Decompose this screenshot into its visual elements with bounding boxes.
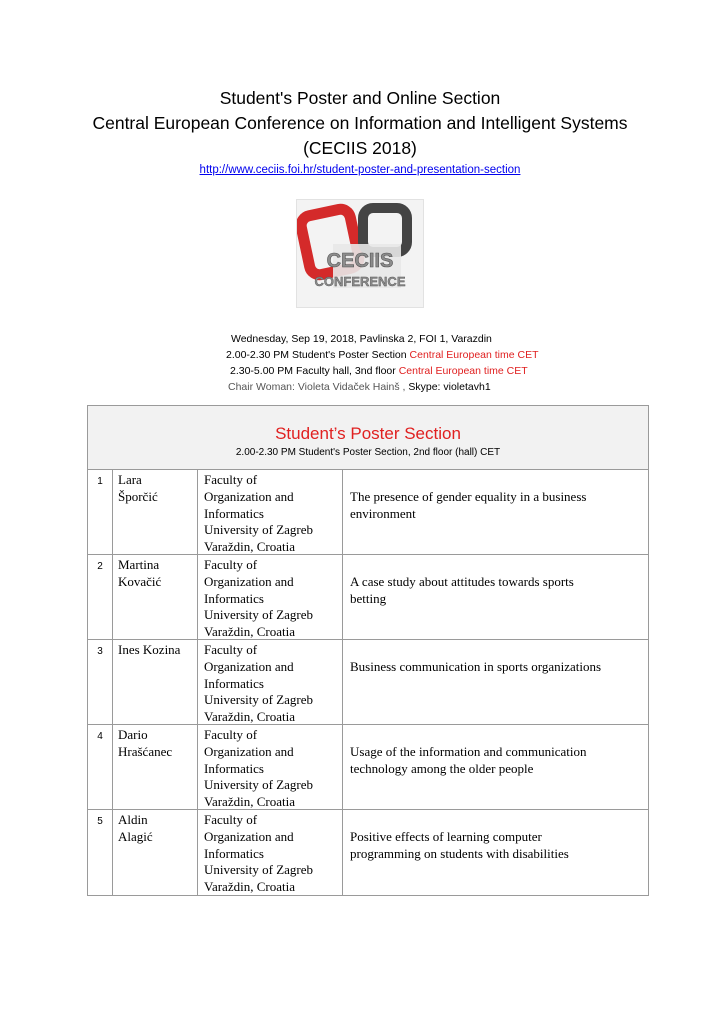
skype-contact: Skype: violetavh1 xyxy=(408,381,491,393)
slot-2-timezone: Central European time CET xyxy=(398,365,528,377)
author-name: Lara Šporčić xyxy=(114,470,198,554)
date-line: Wednesday, Sep 19, 2018, Pavlinska 2, FOI 1, Varazdin xyxy=(231,333,492,345)
title-line-2: Central European Conference on Information and Intelligent Systems xyxy=(92,113,628,133)
poster-title: A case study about attitudes towards sports betting xyxy=(350,574,574,606)
author-institution: Faculty of Organization and Informatics University of Zagreb Varaždin, Croatia xyxy=(199,640,343,724)
table-row xyxy=(88,810,648,895)
author-name: Martina Kovačić xyxy=(114,555,198,639)
section-url-link[interactable]: http://www.ceciis.foi.hr/student-poster-and-presentation-section xyxy=(199,164,521,176)
table-row xyxy=(88,555,648,640)
author-institution: Faculty of Organization and Informatics University of Zagreb Varaždin, Croatia xyxy=(199,470,343,554)
author-name: Dario Hrašćanec xyxy=(114,725,198,809)
entry-number: 1 xyxy=(88,470,113,554)
entry-number: 5 xyxy=(88,810,113,895)
entry-number: 4 xyxy=(88,725,113,809)
slot-1-timezone: Central European time CET xyxy=(409,349,539,361)
section-subtitle: 2.00-2.30 PM Student's Poster Section, 2nd floor (hall) CET xyxy=(235,447,501,458)
table-row xyxy=(88,470,648,555)
slot-2-label: 2.30-5.00 PM Faculty hall, 3nd floor xyxy=(230,365,396,377)
document-header xyxy=(0,86,720,178)
poster-title: The presence of gender equality in a business environment xyxy=(350,489,587,521)
author-institution: Faculty of Organization and Informatics University of Zagreb Varaždin, Croatia xyxy=(199,555,343,639)
poster-section-table xyxy=(87,405,649,896)
title-line-3: (CECIIS 2018) xyxy=(303,138,417,158)
ceciis-logo xyxy=(296,199,424,308)
section-header xyxy=(88,406,648,470)
author-institution: Faculty of Organization and Informatics University of Zagreb Varaždin, Croatia xyxy=(199,725,343,809)
ceciis-logo-graphic xyxy=(297,200,423,307)
entry-number: 2 xyxy=(88,555,113,639)
chair-name: Chair Woman: Violeta Vidaček Hainš , xyxy=(228,381,406,393)
title-line-1: Student's Poster and Online Section xyxy=(219,88,501,108)
logo-word-conference: CONFERENCE xyxy=(314,274,406,289)
author-institution: Faculty of Organization and Informatics University of Zagreb Varaždin, Croatia xyxy=(199,810,343,895)
poster-title: Positive effects of learning computer programming on students with disabilities xyxy=(350,829,569,861)
slot-1 xyxy=(226,347,539,363)
entry-number: 3 xyxy=(88,640,113,724)
author-name: Ines Kozina xyxy=(114,640,198,724)
logo-word-ceciis: CECIIS xyxy=(326,250,394,272)
author-name: Aldin Alagić xyxy=(114,810,198,895)
poster-title: Business communication in sports organizations xyxy=(350,659,602,674)
poster-title: Usage of the information and communication technology among the older people xyxy=(350,744,587,776)
table-row xyxy=(88,725,648,810)
chair-line xyxy=(228,379,491,395)
table-row xyxy=(88,640,648,725)
slot-2 xyxy=(230,363,528,379)
section-title: Student’s Poster Section xyxy=(275,424,461,443)
slot-1-label: 2.00-2.30 PM Student's Poster Section xyxy=(226,349,407,361)
